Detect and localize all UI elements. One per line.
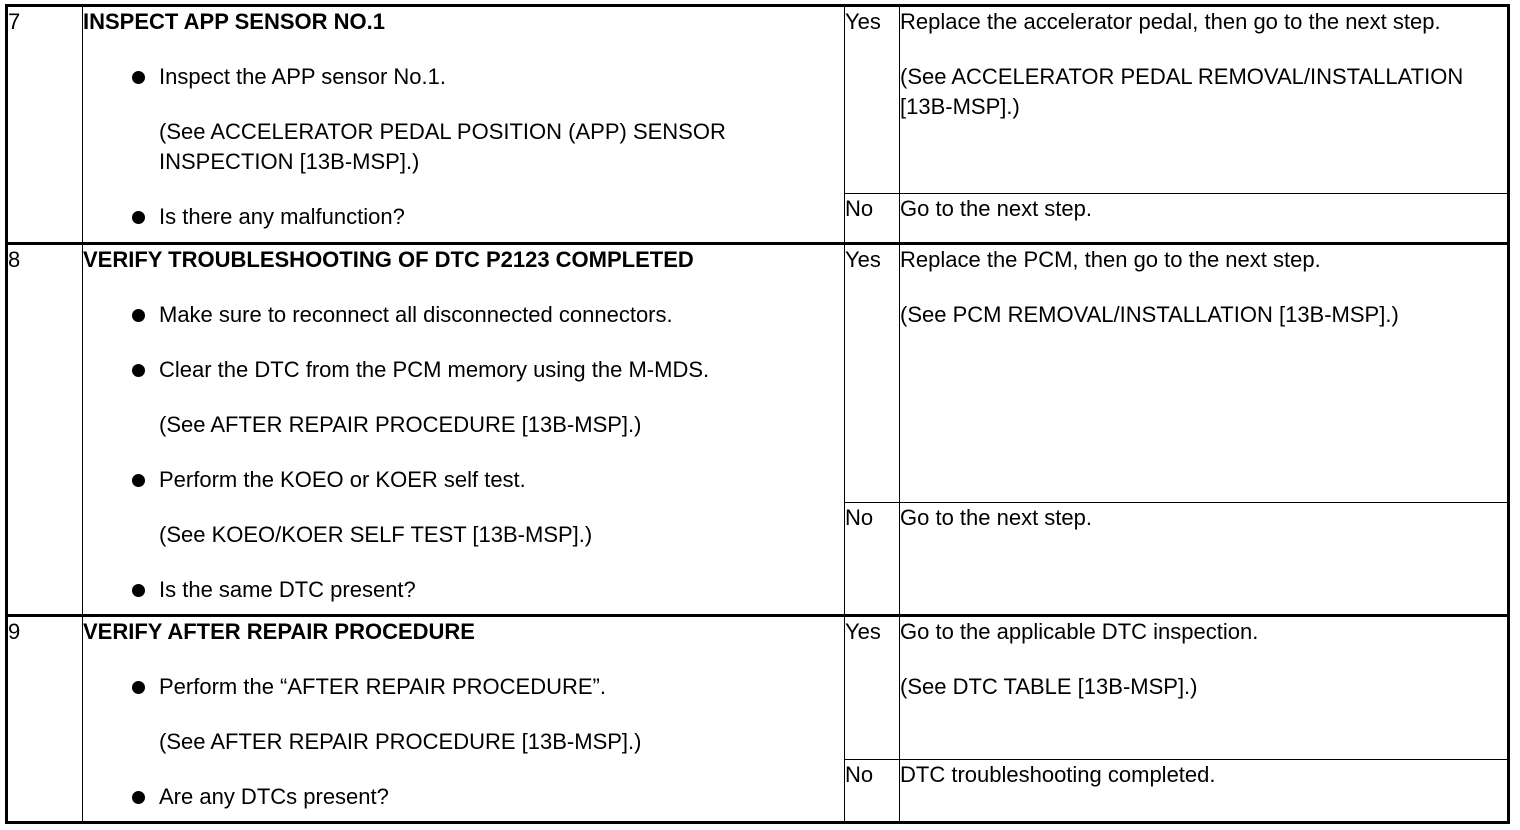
- inspection-item: Inspect the APP sensor No.1.: [83, 62, 844, 92]
- no-actions: [900, 760, 1508, 822]
- yes-action-reference: (See PCM REMOVAL/INSTALLATION [13B-MSP].): [900, 302, 1399, 327]
- yes-action: Replace the accelerator pedal, then go to the next step.: [900, 9, 1441, 34]
- no-action: Go to the next step.: [900, 505, 1093, 530]
- inspection-item: Perform the “AFTER REPAIR PROCEDURE”.: [83, 672, 844, 702]
- inspection-reference: (See AFTER REPAIR PROCEDURE [13B-MSP].): [159, 412, 642, 437]
- no-actions: [900, 194, 1508, 244]
- yes-action-reference: (See DTC TABLE [13B-MSP].): [900, 674, 1198, 699]
- yes-actions: [900, 244, 1508, 503]
- step-number: 7: [8, 7, 83, 244]
- step-title: VERIFY TROUBLESHOOTING OF DTC P2123 COMPLETED: [83, 247, 694, 272]
- yes-actions: [900, 7, 1508, 194]
- table-body: [8, 7, 1508, 822]
- step-inspection: [83, 616, 845, 822]
- inspection-reference: (See ACCELERATOR PEDAL POSITION (APP) SENSOR INSPECTION [13B-MSP].): [159, 119, 726, 174]
- yes-action-reference: (See ACCELERATOR PEDAL REMOVAL/INSTALLATION [13B-MSP].): [900, 64, 1464, 119]
- no-label: No: [845, 503, 900, 616]
- no-action: Go to the next step.: [900, 196, 1093, 221]
- step-number: 9: [8, 616, 83, 822]
- inspection-question: Is there any malfunction?: [83, 202, 844, 232]
- inspection-item: Perform the KOEO or KOER self test.: [83, 465, 844, 495]
- yes-label: Yes: [845, 616, 900, 760]
- yes-action: Go to the applicable DTC inspection.: [900, 619, 1259, 644]
- inspection-reference: (See AFTER REPAIR PROCEDURE [13B-MSP].): [159, 729, 642, 754]
- inspection-item: Make sure to reconnect all disconnected connectors.: [83, 300, 844, 330]
- yes-actions: [900, 616, 1508, 760]
- inspection-item: Clear the DTC from the PCM memory using the M-MDS.: [83, 355, 844, 385]
- inspection-question: Is the same DTC present?: [83, 575, 844, 605]
- yes-label: Yes: [845, 7, 900, 194]
- step-number: 8: [8, 244, 83, 616]
- inspection-question: Are any DTCs present?: [83, 782, 844, 812]
- step-inspection: [83, 244, 845, 616]
- step-9-yes-row: [8, 616, 1508, 760]
- step-title: INSPECT APP SENSOR NO.1: [83, 9, 385, 34]
- no-actions: [900, 503, 1508, 616]
- step-8-yes-row: [8, 244, 1508, 503]
- no-action: DTC troubleshooting completed.: [900, 762, 1216, 787]
- yes-action: Replace the PCM, then go to the next step.: [900, 247, 1321, 272]
- no-label: No: [845, 760, 900, 822]
- step-7-yes-row: [8, 7, 1508, 194]
- troubleshooting-table: [7, 6, 1508, 822]
- no-label: No: [845, 194, 900, 244]
- inspection-reference: (See KOEO/KOER SELF TEST [13B-MSP].): [159, 522, 593, 547]
- step-title: VERIFY AFTER REPAIR PROCEDURE: [83, 619, 475, 644]
- yes-label: Yes: [845, 244, 900, 503]
- step-inspection: [83, 7, 845, 244]
